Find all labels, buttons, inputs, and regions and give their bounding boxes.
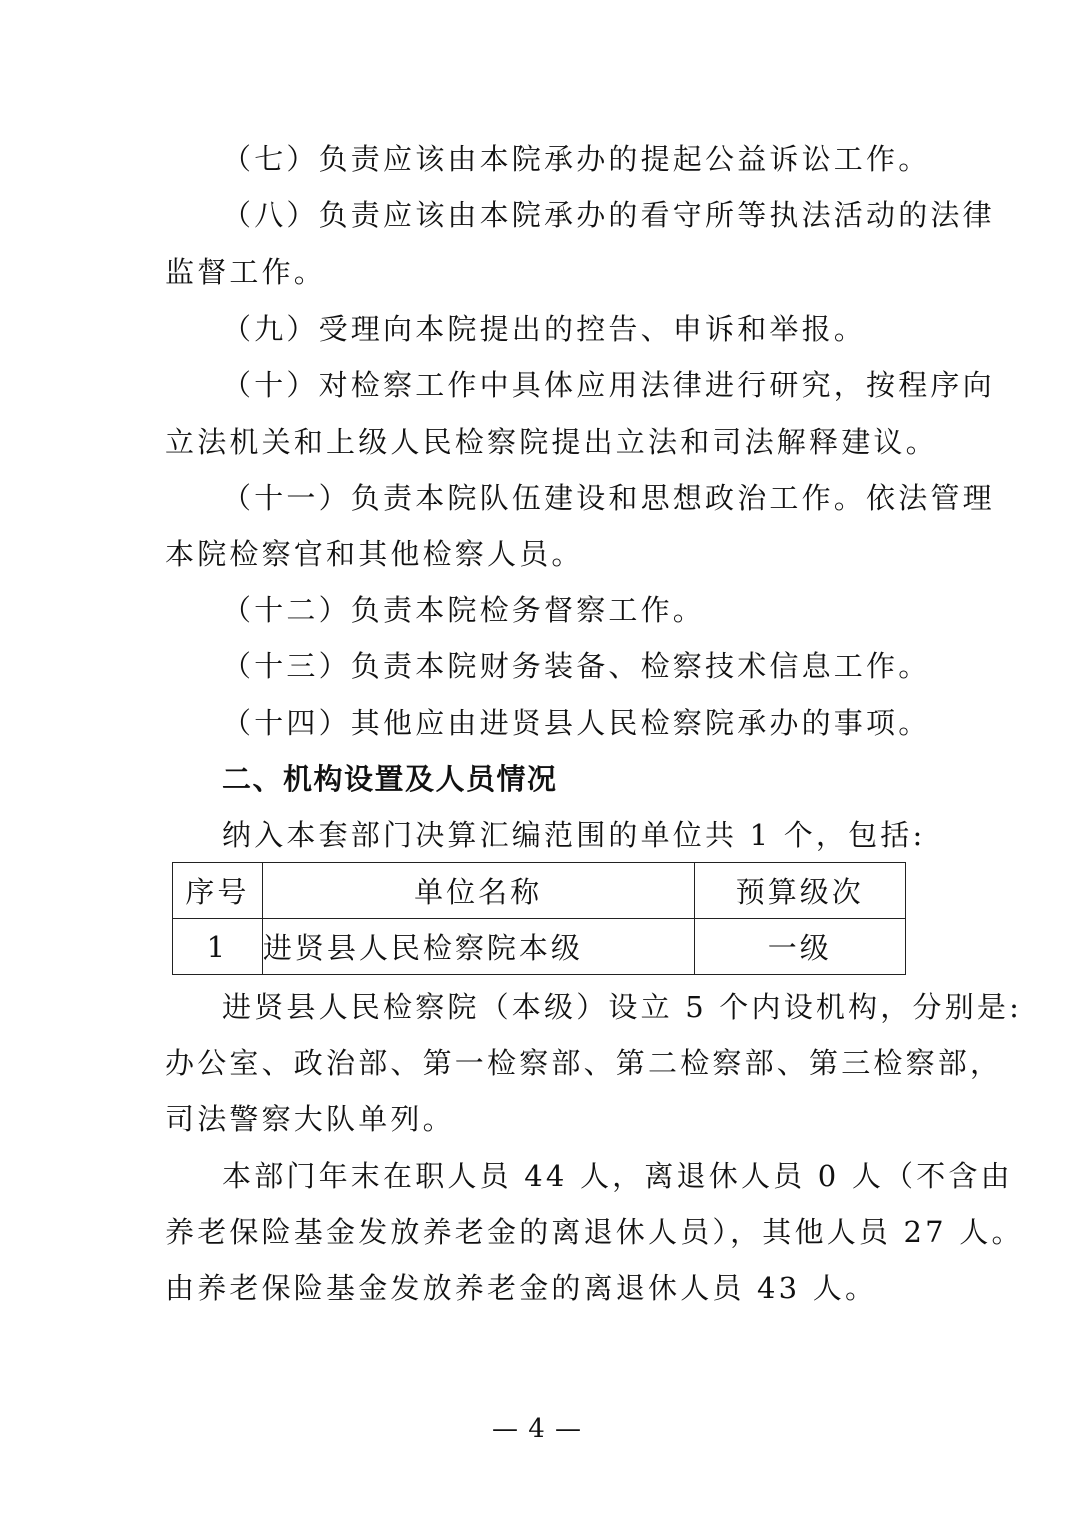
column-header-index: 序号 [173, 863, 263, 919]
paragraph-item-9: （九）受理向本院提出的控告、申诉和举报。 [222, 312, 867, 346]
unit-table [172, 862, 906, 975]
table-header-row [173, 863, 906, 919]
section-heading: 二、机构设置及人员情况 [222, 762, 558, 796]
paragraph-item-8-line-2: 监督工作。 [165, 255, 327, 289]
table-row [173, 919, 906, 975]
paragraph-item-7: （七）负责应该由本院承办的提起公益诉讼工作。 [222, 142, 931, 176]
paragraph-item-12: （十二）负责本院检务督察工作。 [222, 593, 706, 627]
paragraph-item-11-line-1: （十一）负责本院队伍建设和思想政治工作。依法管理 [222, 481, 995, 515]
structure-paragraph-line-2: 办公室、政治部、第一检察部、第二检察部、第三检察部， [165, 1046, 1003, 1080]
paragraph-item-8-line-1: （八）负责应该由本院承办的看守所等执法活动的法律 [222, 198, 995, 232]
structure-paragraph-line-1: 进贤县人民检察院（本级）设立 5 个内设机构，分别是: [222, 990, 1023, 1024]
cell-unit-name: 进贤县人民检察院本级 [262, 919, 694, 975]
column-header-unit-name: 单位名称 [262, 863, 694, 919]
paragraph-item-10-line-2: 立法机关和上级人民检察院提出立法和司法解释建议。 [165, 425, 938, 459]
structure-paragraph-line-3: 司法警察大队单列。 [165, 1102, 455, 1136]
page-number: — 4 — [491, 1414, 583, 1444]
staff-paragraph-line-2: 养老保险基金发放养老金的离退休人员），其他人员 27 人。 [165, 1215, 1024, 1249]
column-header-budget-level: 预算级次 [694, 863, 905, 919]
paragraph-item-14: （十四）其他应由进贤县人民检察院承办的事项。 [222, 706, 931, 740]
cell-budget-level: 一级 [694, 919, 905, 975]
paragraph-item-10-line-1: （十）对检察工作中具体应用法律进行研究，按程序向 [222, 368, 995, 402]
paragraph-item-11-line-2: 本院检察官和其他检察人员。 [165, 537, 584, 571]
cell-index: 1 [173, 919, 263, 975]
paragraph-item-13: （十三）负责本院财务装备、检察技术信息工作。 [222, 649, 931, 683]
intro-paragraph: 纳入本套部门决算汇编范围的单位共 1 个，包括: [222, 818, 926, 852]
staff-paragraph-line-1: 本部门年末在职人员 44 人，离退休人员 0 人（不含由 [222, 1159, 1013, 1193]
staff-paragraph-line-3: 由养老保险基金发放养老金的离退休人员 43 人。 [165, 1271, 878, 1305]
